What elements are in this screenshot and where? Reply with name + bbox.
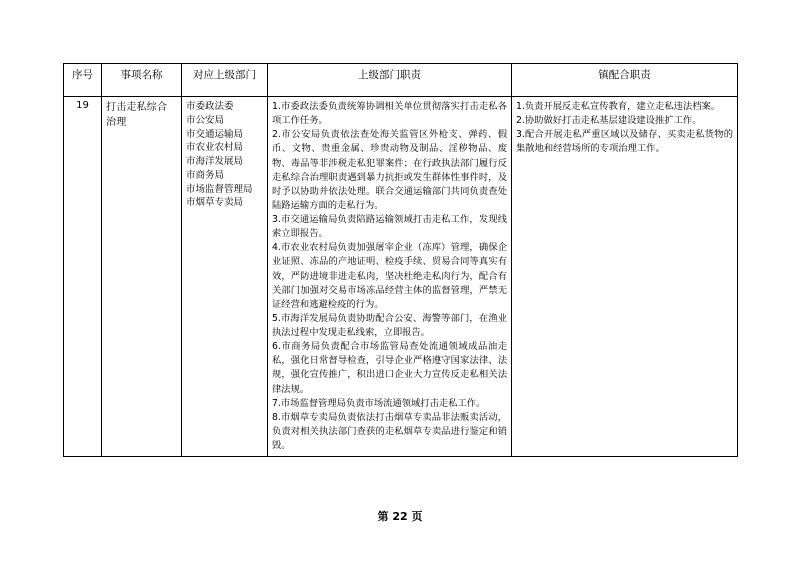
department-item: 市公安局: [186, 114, 225, 126]
duty-item: 5.市海洋发展局负责协助配合公安、海警等部门，在渔业执法过程中发现走私线索，立即报告。: [272, 312, 507, 338]
department-item: 市场监督管理局: [186, 183, 253, 195]
department-item: 市商务局: [186, 169, 225, 181]
duty-item: 2.市公安局负责依法查处海关监管区外枪支、弹药、假币、文物、贵重金属、珍贵动物及制品、淫秽物品、废物、毒品等非涉税走私犯罪案件；在行政执法部门履行反走私综合治理职责遇到暴力抗拒或发生群体性事件时，及时予以协助并依法处理。联合交通运输部门共同负责查处陆路运输方面的走私行为。: [272, 129, 507, 211]
duty-item: 1.市委政法委负责统筹协调相关单位贯彻落实打击走私各项工作任务。: [272, 101, 507, 127]
town-duty-item: 1.负责开展反走私宣传教育，建立走私违法档案。: [516, 101, 721, 112]
department-item: 市烟草专卖局: [186, 197, 244, 209]
town-duty-item: 3.配合开展走私严重区域以及储存、买卖走私货物的集散地和经营场所的专项治理工作。: [516, 129, 733, 155]
table-row: [64, 97, 738, 457]
row-item-name: 打击走私综合治理: [102, 97, 182, 457]
department-item: 市委政法委: [186, 101, 234, 112]
duty-item: 8.市烟草专卖局负责依法打击烟草专卖品非法贩卖活动，负责对相关执法部门查获的走私烟草专卖品进行鉴定和销毁。: [272, 411, 507, 451]
header-no: 序号: [64, 64, 102, 97]
row-upper-duty: [268, 97, 512, 457]
row-town-duty: [512, 97, 738, 457]
page-footer: 第 22 页: [377, 510, 423, 523]
responsibility-table: [63, 63, 738, 457]
department-item: 市农业农村局: [186, 142, 244, 154]
town-duty-item: 2.协助做好打击走私基层建设建设推扩工作。: [516, 115, 702, 127]
header-town-duty: 镇配合职责: [512, 64, 738, 97]
duty-item: 3.市交通运输局负责陪路运输领域打击走私工作，发现线索立即报告。: [272, 214, 507, 240]
duty-item: 7.市场监督管理局负责市场流通领域打击走私工作。: [272, 397, 486, 409]
header-upper-duty: 上级部门职责: [268, 64, 512, 97]
header-item-name: 事项名称: [102, 64, 182, 97]
header-upper-department: 对应上级部门: [182, 64, 268, 97]
row-no: 19: [64, 97, 102, 457]
duty-item: 4.市农业农村局负责加强屠宰企业（冻库）管理，确保企业证照、冻品的产地证明、检疫手续、贸易合同等真实有效，严防进境非进走私肉，坚决杜绝走私肉行为，配合有关部门加强对交易市场冻品经营主体的监督管理，严禁无证经营和逃避检疫的行为。: [272, 242, 507, 310]
department-item: 市海洋发展局: [186, 156, 244, 168]
table-header-row: [64, 64, 738, 97]
row-department-list: [182, 97, 268, 457]
department-item: 市交通运输局: [186, 128, 244, 140]
duty-item: 6.市商务局负责配合市场监管局查处流通领域成品油走私，强化日常督导检查，引导企业严格遵守国家法律、法规，强化宣传推广，积出进口企业大力宣传反走私相关法律法规。: [272, 341, 507, 395]
